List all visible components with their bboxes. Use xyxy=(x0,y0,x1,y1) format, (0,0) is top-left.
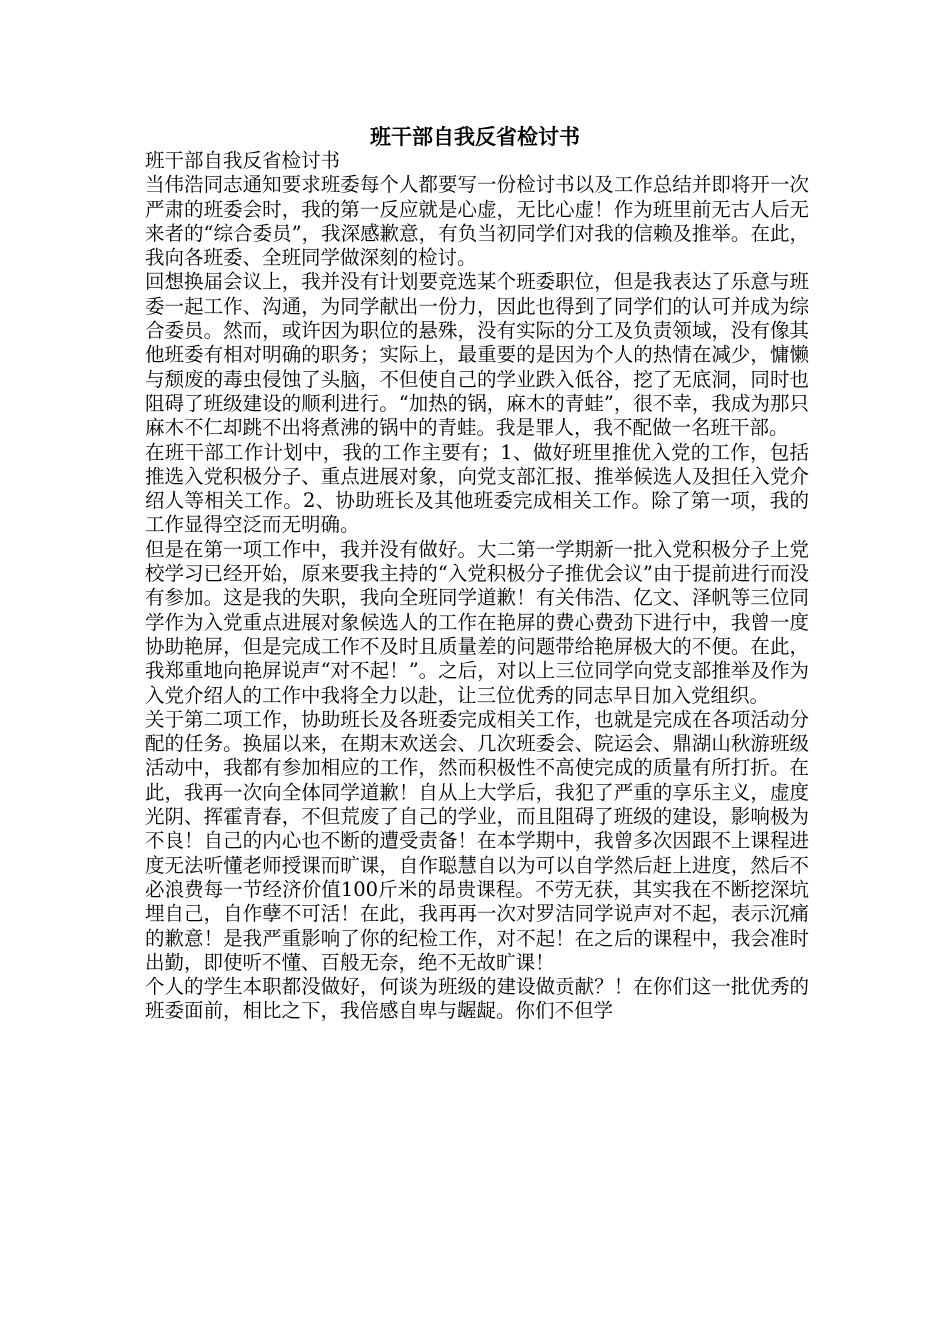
subtitle-line: 班干部自我反省检讨书 xyxy=(145,149,341,172)
paragraph: 个人的学生本职都没做好，何谈为班级的建设做贡献？！在你们这一批优秀的班委面前，相比之下，我倍感自卑与龌龊。你们不但学 xyxy=(145,975,809,1023)
paragraph: 当伟浩同志通知要求班委每个人都要写一份检讨书以及工作总结并即将开一次严肃的班委会时，我的第一反应就是心虚，无比心虚！作为班里前无古人后无来者的“综合委员”，我深感歉意，有负当初同学们对我的信赖及推举。在此，我向各班委、全班同学做深刻的检讨。 xyxy=(145,173,809,270)
paragraph: 关于第二项工作，协助班长及各班委完成相关工作，也就是完成在各项活动分配的任务。换届以来，在期末欢送会、几次班委会、院运会、鼎湖山秋游班级活动中，我都有参加相应的工作，然而积极性不高使完成的质量有所打折。在此，我再一次向全体同学道歉！自从上大学后，我犯了严重的享乐主义，虚度光阴、挥霍青春，不但荒废了自己的学业，而且阻碍了班级的建设，影响极为不良！自己的内心也不断的遭受责备！在本学期中，我曾多次因跟不上课程进度无法听懂老师授课而旷课，自作聪慧自以为可以自学然后赶上进度，然后不必浪费每一节经济价值100斤米的昂贵课程。不劳无获，其实我在不断挖深坑埋自己，自作孽不可活！在此，我再再一次对罗洁同学说声对不起，表示沉痛的歉意！是我严重影响了你的纪检工作，对不起！在之后的课程中，我会准时出勤，即使听不懂、百般无奈，绝不无故旷课！ xyxy=(145,707,809,974)
document-body xyxy=(145,149,809,1024)
paragraph: 但是在第一项工作中，我并没有做好。大二第一学期新一批入党积极分子上党校学习已经开始，原来要我主持的“入党积极分子推优会议”由于提前进行而没有参加。这是我的失职，我向全班同学道歉！有关伟浩、亿文、泽帆等三位同学作为入党重点进展对象候选人的工作在艳屏的费心费劲下进行中，我曾一度协助艳屏，但是完成工作不及时且质量差的问题带给艳屏极大的不便。在此，我郑重地向艳屏说声“对不起！”。之后，对以上三位同学向党支部推举及作为入党介绍人的工作中我将全力以赴，让三位优秀的同志早日加入党组织。 xyxy=(145,537,809,707)
paragraph: 回想换届会议上，我并没有计划要竞选某个班委职位，但是我表达了乐意与班委一起工作、沟通，为同学献出一份力，因此也得到了同学们的认可并成为综合委员。然而，或许因为职位的悬殊，没有实际的分工及负责领域，没有像其他班委有相对明确的职务；实际上，最重要的是因为个人的热情在减少，慵懒与颓废的毒虫侵蚀了头脑，不但使自己的学业跌入低谷，挖了无底洞，同时也阻碍了班级建设的顺利进行。“加热的锅，麻木的青蛙”，很不幸，我成为那只麻木不仁却跳不出将煮沸的锅中的青蛙。我是罪人，我不配做一名班干部。 xyxy=(145,270,809,440)
paragraph: 在班干部工作计划中，我的工作主要有；1、做好班里推优入党的工作，包括推选入党积极分子、重点进展对象，向党支部汇报、推举候选人及担任入党介绍人等相关工作。2、协助班长及其他班委完成相关工作。除了第一项，我的工作显得空泛而无明确。 xyxy=(145,440,809,537)
document-title: 班干部自我反省检讨书 xyxy=(370,125,580,149)
